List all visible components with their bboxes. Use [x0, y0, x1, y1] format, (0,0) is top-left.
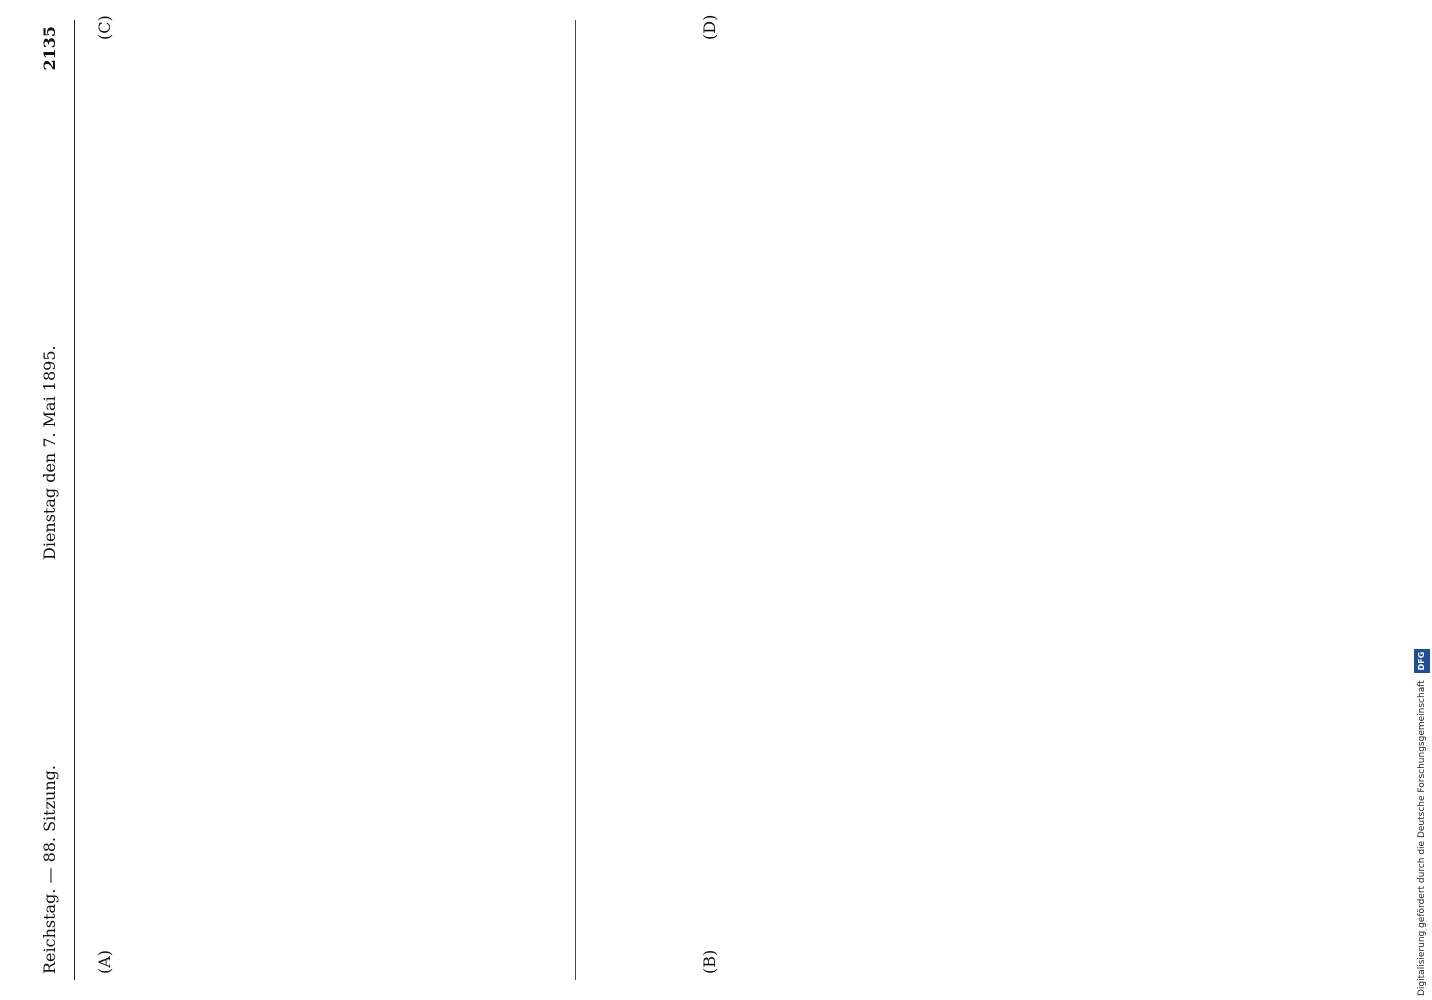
dfg-logo: DFG — [1414, 649, 1430, 674]
column-letter-d: (D) — [700, 14, 719, 40]
running-head — [40, 20, 76, 980]
digitization-note — [1414, 6, 1430, 996]
header-rule — [74, 20, 75, 980]
digitization-note-text — [1414, 6, 1430, 996]
column-divider — [575, 20, 576, 980]
column-letter-b: (B) — [700, 949, 719, 974]
running-head-date: Dienstag den 7. Mai 1895. — [40, 345, 59, 560]
rotated-page-content — [0, 14, 1400, 980]
page-number: 2135 — [40, 26, 59, 71]
column-letter-a: (A) — [95, 949, 114, 974]
column-letter-c: (C) — [95, 15, 114, 40]
running-head-left: Reichstag. — 88. Sitzung. — [40, 765, 59, 974]
digitization-note-label: Digitalisierung gefördert durch die Deutsche Forschungsgemeinschaft — [1417, 680, 1427, 996]
